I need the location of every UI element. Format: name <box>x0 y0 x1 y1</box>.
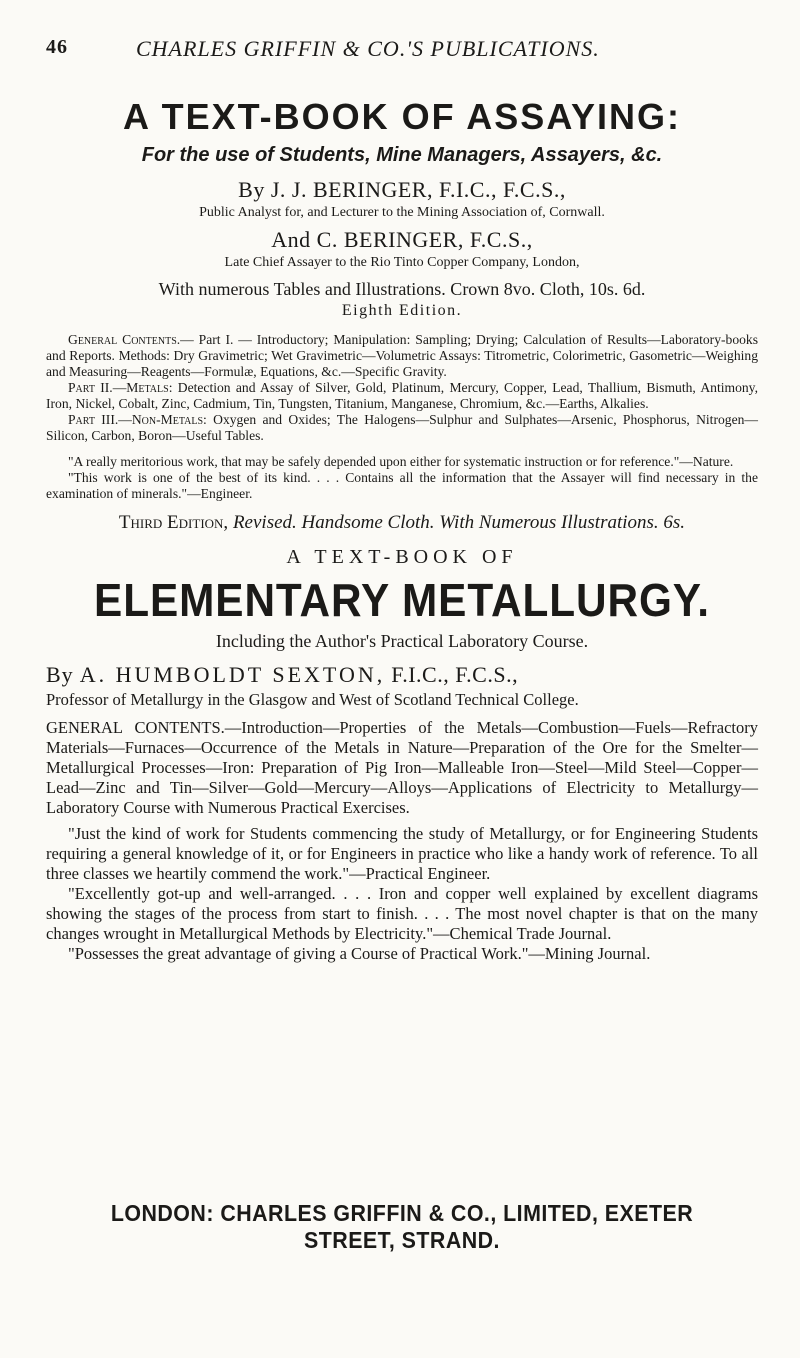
metallurgy-professor: Professor of Metallurgy in the Glasgow and West of Scotland Technical College. <box>46 690 579 709</box>
review-nature: "A really meritorious work, that may be safely depended upon either for systematic instruction or for reference."—Nature. <box>68 454 734 469</box>
contents-part-1: General Contents.— Part I. — Introductory; Manipulation: Sampling; Drying; Calculation of Results—Laboratory-books and Reports. Methods: Dry Gravimetric; Wet Gravimetric—Volumetric Assays: Titrometric, Colorimetric, Gasometric—Weighing and Measuring—Reagents—Formulæ, Equations, &c.—Specific Gravity. <box>46 332 758 379</box>
assaying-author-1-desc: Public Analyst for, and Lecturer to the Mining Association of, Cornwall. <box>199 205 605 220</box>
metallurgy-quotes <box>46 824 758 964</box>
assaying-author-2-desc: Late Chief Assayer to the Rio Tinto Copper Company, London, <box>224 255 580 270</box>
contents-part-2: Part II.—Metals: Detection and Assay of Silver, Gold, Platinum, Mercury, Copper, Lead, Thallium, Bismuth, Antimony, Iron, Nickel, Cobalt, Zinc, Cadmium, Tin, Tungsten, Titanium, Manganese, Chromium, &c.—Earths, Alkalies. <box>46 380 758 411</box>
running-title: CHARLES GRIFFIN & CO.'S PUBLICATIONS. <box>136 36 600 61</box>
third-edition-label: Third Edition, <box>118 512 229 533</box>
textbook-of: A TEXT-BOOK OF <box>286 546 518 568</box>
metallurgy-title: ELEMENTARY METALLURGY. <box>94 574 710 626</box>
third-edition-details: Revised. Handsome Cloth. With Numerous Illustrations. 6s. <box>232 512 686 533</box>
assaying-contents <box>46 332 758 444</box>
contents-part-3: Part III.—Non-Metals: Oxygen and Oxides; The Halogens—Sulphur and Sulphates—Arsenic, Phosphorus, Nitrogen—Silicon, Carbon, Boron—Useful Tables. <box>46 412 758 443</box>
review-engineer: "This work is one of the best of its kind. . . . Contains all the information that the Assayer will find necessary in the examination of minerals."—Engineer. <box>46 470 758 501</box>
metallurgy-advertisement <box>46 512 758 964</box>
publisher-imprint: LONDON: CHARLES GRIFFIN & CO., LIMITED, EXETER STREET, STRAND. <box>110 1200 694 1253</box>
assaying-subtitle: For the use of Students, Mine Managers, Assayers, &c. <box>141 144 663 166</box>
quote-chemical-trade-journal: "Excellently got-up and well-arranged. . . . Iron and copper well explained by excellent diagrams showing the stages of the process from start to finish. . . . The most novel chapter is that on the many changes wrought in Metallurgical Methods by Electricity."—Chemical Trade Journal. <box>46 884 758 943</box>
assaying-meta: With numerous Tables and Illustrations. Crown 8vo. Cloth, 10s. 6d. <box>158 279 646 299</box>
metallurgy-author: By A. HUMBOLDT SEXTON, F.I.C., F.C.S., <box>46 662 519 687</box>
metallurgy-general-contents: GENERAL CONTENTS.—Introduction—Properties of the Metals—Combustion—Fuels—Refractory Materials—Furnaces—Occurrence of the Metals in Nature—Preparation of the Ore for the Smelter—Metallurgical Processes—Iron: Preparation of Pig Iron—Malleable Iron—Steel—Mild Steel—Copper—Lead—Zinc and Tin—Silver—Gold—Mercury—Alloys—Applications of Electricity to Metallurgy—Laboratory Course with Numerous Practical Exercises. <box>46 718 758 817</box>
assaying-edition: Eighth Edition. <box>341 302 463 319</box>
metallurgy-including: Including the Author's Practical Laboratory Course. <box>215 631 589 651</box>
quote-practical-engineer: "Just the kind of work for Students commencing the study of Metallurgy, or for Engineering Students requiring a general knowledge of it, or for Engineers in practice who like a handy work of reference. To all three classes we heartily commend the work."—Practical Engineer. <box>46 824 758 883</box>
assaying-author-1: By J. J. BERINGER, F.I.C., F.C.S., <box>238 177 566 202</box>
quote-mining-journal: "Possesses the great advantage of giving a Course of Practical Work."—Mining Journal. <box>68 944 651 963</box>
assaying-reviews <box>46 454 758 502</box>
assaying-author-2: And C. BERINGER, F.C.S., <box>271 227 533 252</box>
assaying-advertisement <box>46 96 758 502</box>
metallurgy-edition-line <box>46 512 758 534</box>
assaying-title: A TEXT-BOOK OF ASSAYING: <box>122 96 682 137</box>
page-number: 46 <box>46 36 68 58</box>
